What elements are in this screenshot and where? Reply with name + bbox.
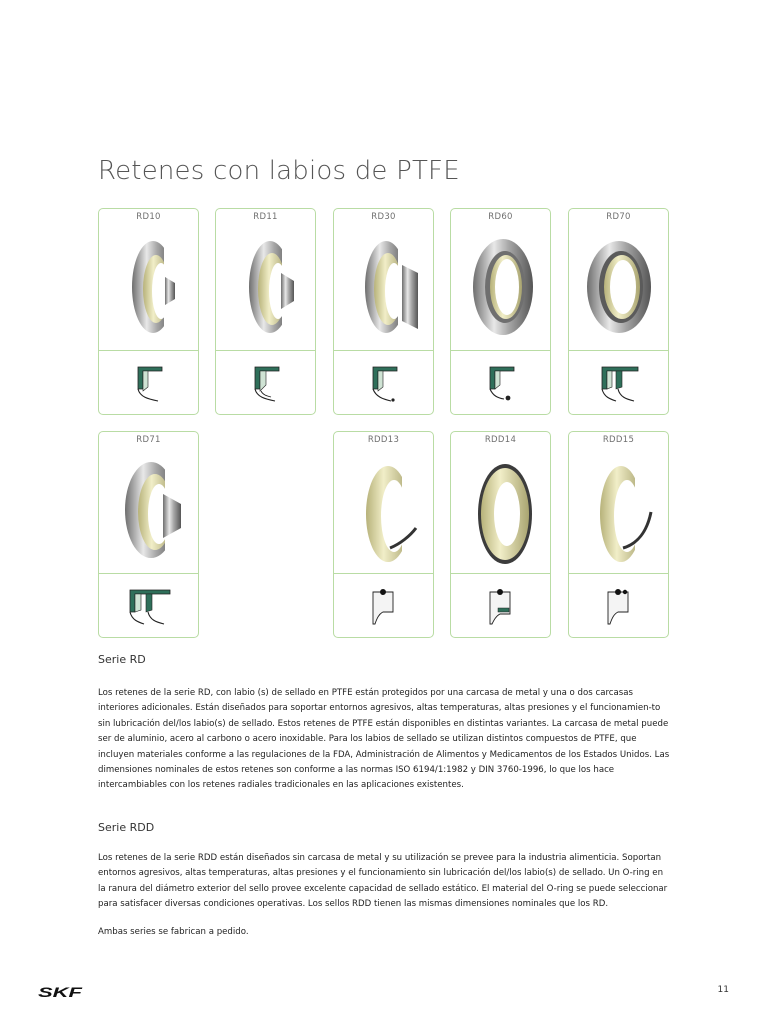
rd71-cross-section-icon: [124, 584, 174, 628]
seal-code-label: RD10: [136, 212, 161, 222]
page-title: Retenes con labios de PTFE: [98, 156, 460, 186]
seal-card-rdd14: [450, 431, 551, 638]
rd10-cross-section-icon: [124, 361, 174, 405]
rdd15-cross-section-icon: [594, 584, 644, 628]
rd30-seal-photo: [344, 229, 424, 345]
seal-card-rd11: [215, 208, 316, 415]
rd71-seal-photo: [109, 452, 189, 568]
seal-card-rdd13: [333, 431, 434, 638]
seal-code-label: RD60: [488, 212, 513, 222]
seal-code-label: RD71: [136, 435, 161, 445]
skf-logo: [38, 985, 84, 999]
card-divider: [451, 573, 550, 574]
seal-code-label: RDD13: [367, 435, 400, 445]
seal-card-rdd15: [568, 431, 669, 638]
rdd14-cross-section-icon: [476, 584, 526, 628]
seal-code-label: RD70: [606, 212, 631, 222]
rd30-cross-section-icon: [359, 361, 409, 405]
card-divider: [99, 350, 198, 351]
seal-code-label: RDD14: [484, 435, 517, 445]
svg-text:SKF: SKF: [38, 985, 83, 999]
page-number: 11: [717, 985, 729, 995]
rdd14-seal-photo: [461, 452, 541, 568]
card-divider: [216, 350, 315, 351]
rd10-seal-photo: [109, 229, 189, 345]
card-divider: [99, 573, 198, 574]
serie-rdd-paragraph: Los retenes de la serie RDD están diseñados sin carcasa de metal y su utilización se prevee para la industria alimenticia. Soportan entornos agresivos, altas temperaturas, altas presiones y el funcionamiento sin lubricación del/los labio(s) de sellado. Un O-ring en la ranura del diámetro exterior del sello provee excelente capacidad de sellado estático. El material del O-ring se puede seleccionar para satisfacer diversas condiciones operativas. Los sellos RDD tienen las mismas dimensiones nominales que los RD.: [98, 853, 668, 910]
card-divider: [569, 573, 668, 574]
seal-card-rd10: [98, 208, 199, 415]
seal-code-label: RD11: [253, 212, 278, 222]
rd70-seal-photo: [579, 229, 659, 345]
serie-rd-paragraph: Los retenes de la serie RD, con labio (s) de sellado en PTFE están protegidos por una carcasa de metal y una o dos carcasas interiores adicionales. Están diseñados para soportar entornos agresivos, altas temperaturas, altas presiones y el funcionamien-to sin lubricación del/los labio(s) de sellado. Estos retenes de PTFE están disponibles en distintas variantes. La carcasa de metal puede ser de aluminio, acero al carbono o acero inoxidable. Para los labios de sellado se utilizan distintos compuestos de PTFE, que incluyen materiales conforme a las regulaciones de la FDA, Administración de Alimentos y Medicamentos de los Estados Unidos. Las dimensiones nominales de estos retenes son conforme a las normas ISO 6194/1:1982 y DIN 3760-1996, lo que los hace intercambiables con los retenes radiales tradicionales en las aplicaciones existentes.: [98, 688, 670, 791]
seal-code-label: RD30: [371, 212, 396, 222]
serie-rdd-heading: Serie RDD: [98, 821, 155, 834]
manufacture-note: Ambas series se fabrican a pedido.: [98, 927, 249, 937]
rdd13-seal-photo: [344, 452, 424, 568]
seal-card-rd70: [568, 208, 669, 415]
rdd13-cross-section-icon: [359, 584, 409, 628]
seal-card-rd60: [450, 208, 551, 415]
rd60-cross-section-icon: [476, 361, 526, 405]
card-divider: [334, 350, 433, 351]
rd60-seal-photo: [461, 229, 541, 345]
rd11-cross-section-icon: [241, 361, 291, 405]
card-divider: [334, 573, 433, 574]
seal-code-label: RDD15: [602, 435, 635, 445]
serie-rd-heading: Serie RD: [98, 653, 146, 666]
card-divider: [451, 350, 550, 351]
rd70-cross-section-icon: [594, 361, 644, 405]
seal-card-rd71: [98, 431, 199, 638]
seal-card-rd30: [333, 208, 434, 415]
rdd15-seal-photo: [579, 452, 659, 568]
rd11-seal-photo: [226, 229, 306, 345]
card-divider: [569, 350, 668, 351]
